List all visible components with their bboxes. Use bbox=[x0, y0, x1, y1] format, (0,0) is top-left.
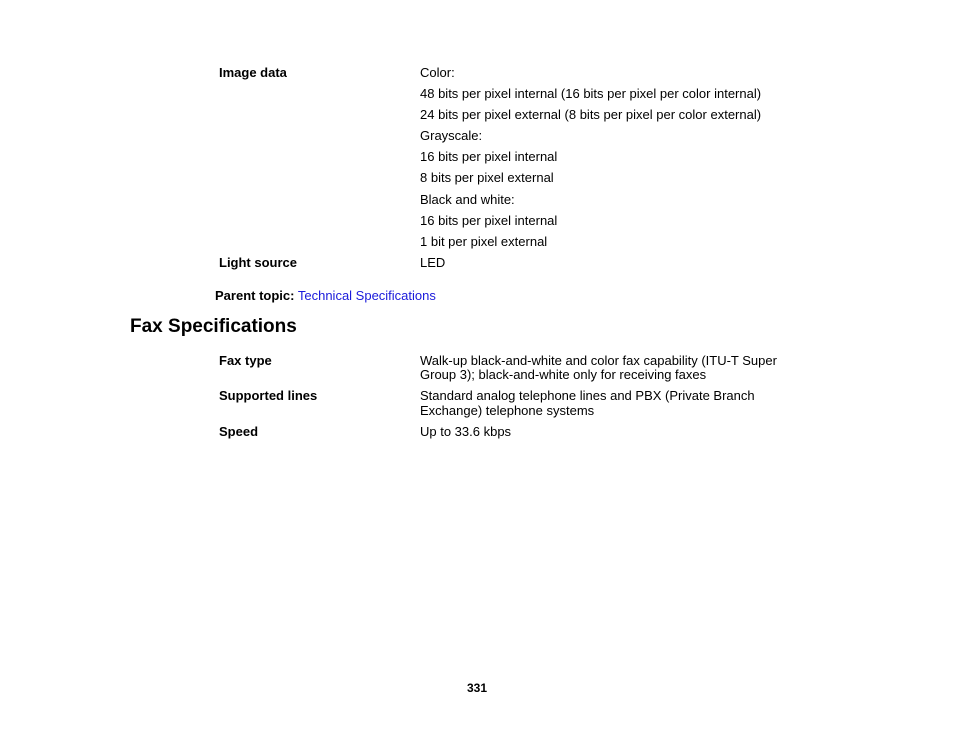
fax-specifications-heading: Fax Specifications bbox=[130, 316, 297, 337]
fax-type-value-line-1: Walk-up black-and-white and color fax capability (ITU-T Super bbox=[420, 353, 777, 368]
image-data-value-bw-internal: 16 bits per pixel internal bbox=[420, 213, 558, 228]
image-data-value-color-internal: 48 bits per pixel internal (16 bits per pixel per color internal) bbox=[420, 86, 762, 101]
supported-lines-value-line-2: Exchange) telephone systems bbox=[420, 403, 595, 418]
supported-lines-value-line-1: Standard analog telephone lines and PBX (Private Branch bbox=[420, 388, 755, 403]
technical-specifications-link[interactable]: Technical Specifications bbox=[297, 288, 436, 303]
supported-lines-label: Supported lines bbox=[219, 388, 318, 403]
fax-type-value-line-2: Group 3); black-and-white only for receiving faxes bbox=[420, 367, 707, 382]
light-source-label: Light source bbox=[219, 255, 298, 270]
image-data-value-grayscale: Grayscale: bbox=[420, 128, 483, 143]
image-data-value-grayscale-internal: 16 bits per pixel internal bbox=[420, 149, 558, 164]
image-data-label: Image data bbox=[219, 65, 287, 80]
light-source-value: LED bbox=[420, 255, 446, 270]
speed-value: Up to 33.6 kbps bbox=[420, 424, 512, 439]
parent-topic-label: Parent topic: bbox=[215, 288, 295, 303]
page-number: 331 bbox=[466, 681, 488, 695]
fax-type-label: Fax type bbox=[219, 353, 272, 368]
image-data-value-grayscale-external: 8 bits per pixel external bbox=[420, 170, 554, 185]
parent-topic bbox=[215, 288, 436, 303]
speed-label: Speed bbox=[219, 424, 259, 439]
image-data-value-color: Color: bbox=[420, 65, 455, 80]
image-data-value-bw-external: 1 bit per pixel external bbox=[420, 234, 548, 249]
image-data-value-color-external: 24 bits per pixel external (8 bits per pixel per color external) bbox=[420, 107, 762, 122]
image-data-value-bw: Black and white: bbox=[420, 192, 515, 207]
